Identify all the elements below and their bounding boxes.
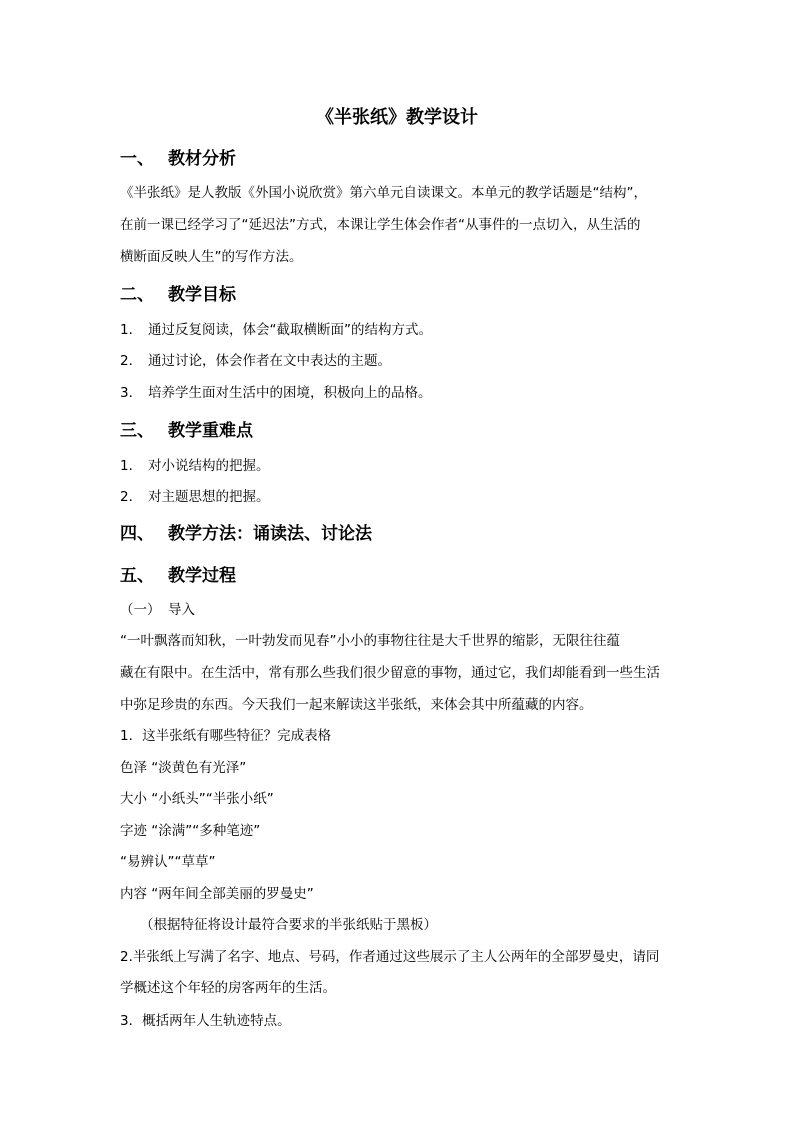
- question-1: 1．这半张纸有哪些特征？完成表格: [120, 728, 332, 744]
- list-number: 3．: [120, 385, 143, 401]
- list-text: 对主题思想的把握。: [148, 489, 270, 505]
- list-item: [120, 487, 270, 507]
- section-number: 一、: [120, 149, 154, 169]
- section-number: 三、: [120, 421, 154, 441]
- section-heading-2: [120, 283, 236, 307]
- paragraph-line: “一叶飘落而知秋，一叶勃发而见春”小小的事物往往是大千世界的缩影，无限往往蕴: [120, 633, 620, 649]
- feature-line: 大小 “小纸头”“半张小纸”: [120, 791, 274, 807]
- section-title: 教学方法：诵读法、讨论法: [168, 524, 372, 544]
- list-number: 1．: [120, 458, 143, 474]
- list-item: [120, 456, 270, 476]
- subsection-number: （一）: [120, 602, 161, 618]
- section-heading-4: [120, 522, 372, 546]
- section-number: 四、: [120, 524, 154, 544]
- list-number: 2．: [120, 353, 143, 369]
- section-title: 教学过程: [168, 566, 236, 586]
- note-line: （根据特征将设计最符合要求的半张纸贴于黑板）: [140, 917, 437, 933]
- paragraph-line: 中弥足珍贵的东西。今天我们一起来解读这半张纸，来体会其中所蕴藏的内容。: [120, 697, 593, 713]
- list-number: 1．: [120, 322, 143, 338]
- page-title: 《半张纸》教学设计: [316, 107, 478, 128]
- feature-line: “易辨认”“草草”: [120, 854, 216, 870]
- list-text: 通过反复阅读，体会“截取横断面”的结构方式。: [148, 322, 432, 338]
- list-item: [120, 320, 432, 340]
- section-heading-3: [120, 419, 253, 443]
- paragraph-line: 在前一课已经学习了“延迟法”方式，本课让学生体会作者“从事件的一点切入，从生活的: [120, 217, 641, 233]
- list-item: [120, 351, 391, 371]
- question-2-line: 学概述这个年轻的房客两年的生活。: [120, 980, 336, 996]
- subsection-title: 导入: [168, 602, 195, 618]
- list-number: 2．: [120, 489, 143, 505]
- section-number: 五、: [120, 566, 154, 586]
- paragraph-line: 横断面反映人生”的写作方法。: [120, 249, 303, 265]
- section-title: 教学重难点: [168, 421, 253, 441]
- feature-line: 色泽 “淡黄色有光泽”: [120, 760, 247, 776]
- list-text: 对小说结构的把握。: [148, 458, 270, 474]
- paragraph-line: 藏在有限中。在生活中，常有那么些我们很少留意的事物，通过它，我们却能看到一些生活: [120, 665, 660, 681]
- section-heading-5: [120, 564, 236, 588]
- section-heading-1: [120, 147, 236, 171]
- feature-line: 内容 “两年间全部美丽的罗曼史”: [120, 886, 314, 902]
- paragraph-line: 《半张纸》是人教版《外国小说欣赏》第六单元自读课文。本单元的教学话题是“结构”，: [120, 185, 647, 201]
- section-title: 教材分析: [168, 149, 236, 169]
- list-text: 通过讨论，体会作者在文中表达的主题。: [148, 353, 391, 369]
- section-title: 教学目标: [168, 285, 236, 305]
- feature-line: 字迹 “涂满”“多种笔迹”: [120, 823, 261, 839]
- subsection-heading: [120, 600, 195, 620]
- question-2-line: 2.半张纸上写满了名字、地点、号码，作者通过这些展示了主人公两年的全部罗曼史，请同: [120, 949, 660, 965]
- list-text: 培养学生面对生活中的困境，积极向上的品格。: [148, 385, 432, 401]
- list-item: [120, 383, 432, 403]
- question-3: 3．概括两年人生轨迹特点。: [120, 1013, 291, 1029]
- section-number: 二、: [120, 285, 154, 305]
